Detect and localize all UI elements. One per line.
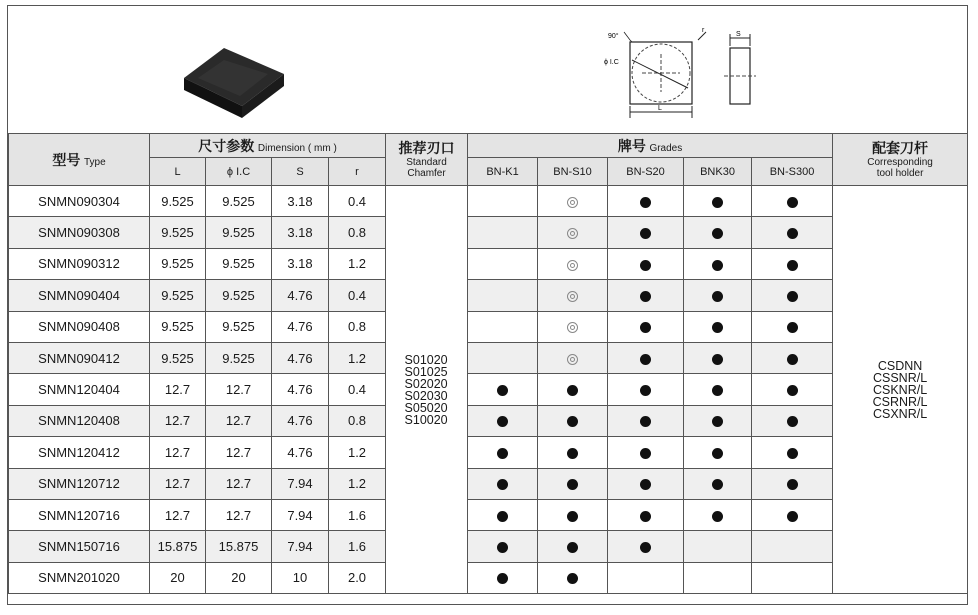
filled-dot-icon bbox=[640, 322, 651, 333]
filled-dot-icon bbox=[567, 479, 578, 490]
filled-dot-icon bbox=[787, 197, 798, 208]
chamfer-header-en: Standard Chamfer bbox=[406, 157, 447, 179]
filled-dot-icon bbox=[640, 354, 651, 365]
table-row bbox=[9, 531, 968, 562]
filled-dot-icon bbox=[567, 416, 578, 427]
type-cell: SNMN120716 bbox=[9, 499, 150, 530]
r-cell: 1.2 bbox=[329, 248, 386, 279]
grade-header: BN-S300 bbox=[752, 158, 833, 186]
filled-dot-icon bbox=[712, 385, 723, 396]
filled-dot-icon bbox=[567, 385, 578, 396]
grade-cell-bn-s10 bbox=[538, 374, 608, 405]
grade-cell-bn-s300 bbox=[752, 562, 833, 593]
grade-cell-bn-s10 bbox=[538, 562, 608, 593]
grade-cell-bnk30 bbox=[684, 248, 752, 279]
grade-cell-bnk30 bbox=[684, 405, 752, 436]
grade-cell-bn-s10 bbox=[538, 437, 608, 468]
s-cell: 3.18 bbox=[272, 217, 329, 248]
s-cell: 10 bbox=[272, 562, 329, 593]
filled-dot-icon bbox=[497, 542, 508, 553]
grade-cell-bn-s20 bbox=[608, 468, 684, 499]
table-row bbox=[9, 342, 968, 373]
type-cell: SNMN120404 bbox=[9, 374, 150, 405]
filled-dot-icon bbox=[787, 416, 798, 427]
s-cell: 4.76 bbox=[272, 280, 329, 311]
table-row bbox=[9, 437, 968, 468]
table-row bbox=[9, 280, 968, 311]
s-cell: 4.76 bbox=[272, 405, 329, 436]
r-cell: 1.2 bbox=[329, 342, 386, 373]
grade-cell-bn-s300 bbox=[752, 499, 833, 530]
grade-cell-bnk30 bbox=[684, 562, 752, 593]
grade-cell-bnk30 bbox=[684, 186, 752, 217]
table-row bbox=[9, 499, 968, 530]
grade-cell-bn-k1 bbox=[468, 186, 538, 217]
filled-dot-icon bbox=[787, 511, 798, 522]
product-header-area bbox=[8, 6, 967, 134]
grade-cell-bn-s300 bbox=[752, 280, 833, 311]
col-s-header: S bbox=[272, 158, 329, 186]
filled-dot-icon bbox=[640, 260, 651, 271]
double-circle-icon bbox=[567, 260, 578, 271]
diagram-r-label: r bbox=[702, 27, 705, 34]
grade-cell-bn-s300 bbox=[752, 217, 833, 248]
grade-cell-bnk30 bbox=[684, 342, 752, 373]
grade-header: BNK30 bbox=[684, 158, 752, 186]
double-circle-icon bbox=[567, 228, 578, 239]
dimension-header-en: Dimension ( mm ) bbox=[257, 142, 337, 154]
filled-dot-icon bbox=[712, 448, 723, 459]
filled-dot-icon bbox=[567, 511, 578, 522]
insert-product-image bbox=[176, 40, 290, 126]
grade-header: BN-S20 bbox=[608, 158, 684, 186]
filled-dot-icon bbox=[640, 291, 651, 302]
grades-header-en: Grades bbox=[649, 142, 683, 154]
type-cell: SNMN090404 bbox=[9, 280, 150, 311]
type-cell: SNMN090408 bbox=[9, 311, 150, 342]
grade-cell-bn-s300 bbox=[752, 374, 833, 405]
filled-dot-icon bbox=[712, 322, 723, 333]
filled-dot-icon bbox=[712, 511, 723, 522]
grade-cell-bn-s20 bbox=[608, 217, 684, 248]
ic-cell: 9.525 bbox=[206, 248, 272, 279]
filled-dot-icon bbox=[497, 385, 508, 396]
grade-cell-bn-k1 bbox=[468, 531, 538, 562]
ic-cell: 12.7 bbox=[206, 499, 272, 530]
l-cell: 9.525 bbox=[150, 186, 206, 217]
grade-header: BN-S10 bbox=[538, 158, 608, 186]
l-cell: 20 bbox=[150, 562, 206, 593]
r-cell: 2.0 bbox=[329, 562, 386, 593]
filled-dot-icon bbox=[640, 416, 651, 427]
l-cell: 9.525 bbox=[150, 217, 206, 248]
filled-dot-icon bbox=[712, 197, 723, 208]
type-cell: SNMN150716 bbox=[9, 531, 150, 562]
s-cell: 4.76 bbox=[272, 342, 329, 373]
s-cell: 7.94 bbox=[272, 499, 329, 530]
spec-table bbox=[8, 133, 968, 594]
s-cell: 7.94 bbox=[272, 468, 329, 499]
diagram-l-label: L bbox=[658, 105, 662, 112]
grade-cell-bn-s20 bbox=[608, 280, 684, 311]
table-row bbox=[9, 374, 968, 405]
filled-dot-icon bbox=[567, 573, 578, 584]
holder-values-cell bbox=[833, 186, 968, 594]
grade-cell-bn-s300 bbox=[752, 468, 833, 499]
col-r-header: r bbox=[329, 158, 386, 186]
grade-cell-bn-s20 bbox=[608, 499, 684, 530]
table-row bbox=[9, 248, 968, 279]
double-circle-icon bbox=[567, 322, 578, 333]
grade-cell-bn-s10 bbox=[538, 499, 608, 530]
grade-cell-bnk30 bbox=[684, 531, 752, 562]
l-cell: 9.525 bbox=[150, 311, 206, 342]
ic-cell: 9.525 bbox=[206, 311, 272, 342]
filled-dot-icon bbox=[640, 448, 651, 459]
type-cell: SNMN201020 bbox=[9, 562, 150, 593]
grade-cell-bn-s10 bbox=[538, 311, 608, 342]
l-cell: 15.875 bbox=[150, 531, 206, 562]
grade-cell-bnk30 bbox=[684, 374, 752, 405]
l-cell: 12.7 bbox=[150, 499, 206, 530]
filled-dot-icon bbox=[640, 479, 651, 490]
type-cell: SNMN120412 bbox=[9, 437, 150, 468]
filled-dot-icon bbox=[567, 542, 578, 553]
filled-dot-icon bbox=[787, 322, 798, 333]
grade-cell-bn-s300 bbox=[752, 531, 833, 562]
r-cell: 0.8 bbox=[329, 217, 386, 248]
double-circle-icon bbox=[567, 354, 578, 365]
l-cell: 9.525 bbox=[150, 280, 206, 311]
l-cell: 12.7 bbox=[150, 468, 206, 499]
grade-cell-bn-s10 bbox=[538, 248, 608, 279]
type-header-cn: 型号 bbox=[52, 151, 81, 168]
diagram-s-label: S bbox=[736, 31, 741, 38]
grade-cell-bn-s300 bbox=[752, 186, 833, 217]
ic-cell: 20 bbox=[206, 562, 272, 593]
grade-cell-bn-s10 bbox=[538, 342, 608, 373]
filled-dot-icon bbox=[787, 385, 798, 396]
grade-cell-bn-s300 bbox=[752, 405, 833, 436]
filled-dot-icon bbox=[712, 228, 723, 239]
table-row bbox=[9, 405, 968, 436]
filled-dot-icon bbox=[712, 291, 723, 302]
l-cell: 9.525 bbox=[150, 248, 206, 279]
grade-cell-bn-k1 bbox=[468, 342, 538, 373]
filled-dot-icon bbox=[640, 228, 651, 239]
grade-cell-bn-k1 bbox=[468, 468, 538, 499]
filled-dot-icon bbox=[712, 479, 723, 490]
filled-dot-icon bbox=[787, 228, 798, 239]
grade-cell-bn-s20 bbox=[608, 531, 684, 562]
type-header bbox=[9, 134, 150, 186]
filled-dot-icon bbox=[787, 448, 798, 459]
grade-cell-bnk30 bbox=[684, 499, 752, 530]
grade-cell-bn-s20 bbox=[608, 248, 684, 279]
col-l-header: L bbox=[150, 158, 206, 186]
filled-dot-icon bbox=[640, 197, 651, 208]
r-cell: 1.6 bbox=[329, 531, 386, 562]
grade-cell-bn-s20 bbox=[608, 342, 684, 373]
diagram-angle-label: 90° bbox=[608, 33, 619, 40]
r-cell: 0.4 bbox=[329, 186, 386, 217]
filled-dot-icon bbox=[712, 260, 723, 271]
ic-cell: 9.525 bbox=[206, 186, 272, 217]
product-table-frame bbox=[7, 5, 968, 605]
l-cell: 12.7 bbox=[150, 437, 206, 468]
l-cell: 12.7 bbox=[150, 374, 206, 405]
grade-cell-bn-k1 bbox=[468, 217, 538, 248]
table-row bbox=[9, 217, 968, 248]
ic-cell: 9.525 bbox=[206, 280, 272, 311]
filled-dot-icon bbox=[497, 573, 508, 584]
filled-dot-icon bbox=[497, 511, 508, 522]
r-cell: 0.8 bbox=[329, 405, 386, 436]
filled-dot-icon bbox=[787, 260, 798, 271]
grade-cell-bn-k1 bbox=[468, 280, 538, 311]
r-cell: 0.4 bbox=[329, 374, 386, 405]
grade-cell-bnk30 bbox=[684, 280, 752, 311]
type-header-en: Type bbox=[83, 156, 106, 168]
grade-cell-bn-s10 bbox=[538, 531, 608, 562]
grade-cell-bn-s20 bbox=[608, 562, 684, 593]
grade-header: BN-K1 bbox=[468, 158, 538, 186]
filled-dot-icon bbox=[640, 385, 651, 396]
grade-cell-bn-s10 bbox=[538, 405, 608, 436]
r-cell: 0.4 bbox=[329, 280, 386, 311]
chamfer-values: S01020 S01025 S02020 S02030 S05020 S10020 bbox=[404, 352, 448, 427]
insert-dimension-diagram bbox=[594, 26, 764, 131]
filled-dot-icon bbox=[712, 416, 723, 427]
filled-dot-icon bbox=[497, 416, 508, 427]
s-cell: 7.94 bbox=[272, 531, 329, 562]
holder-values: CSDNN CSSNR/L CSKNR/L CSRNR/L CSXNR/L bbox=[872, 358, 928, 421]
chamfer-header-cn: 推荐刃口 bbox=[398, 140, 455, 156]
grade-cell-bnk30 bbox=[684, 468, 752, 499]
holder-header bbox=[833, 134, 968, 186]
grade-cell-bn-s300 bbox=[752, 248, 833, 279]
r-cell: 1.2 bbox=[329, 468, 386, 499]
double-circle-icon bbox=[567, 291, 578, 302]
r-cell: 0.8 bbox=[329, 311, 386, 342]
grade-cell-bn-s20 bbox=[608, 186, 684, 217]
grade-cell-bn-s20 bbox=[608, 437, 684, 468]
grade-cell-bn-k1 bbox=[468, 499, 538, 530]
ic-cell: 9.525 bbox=[206, 217, 272, 248]
filled-dot-icon bbox=[640, 542, 651, 553]
r-cell: 1.2 bbox=[329, 437, 386, 468]
s-cell: 4.76 bbox=[272, 311, 329, 342]
type-cell: SNMN090412 bbox=[9, 342, 150, 373]
l-cell: 12.7 bbox=[150, 405, 206, 436]
grade-cell-bnk30 bbox=[684, 311, 752, 342]
ic-cell: 12.7 bbox=[206, 468, 272, 499]
grade-cell-bn-k1 bbox=[468, 311, 538, 342]
filled-dot-icon bbox=[787, 291, 798, 302]
filled-dot-icon bbox=[497, 479, 508, 490]
filled-dot-icon bbox=[567, 448, 578, 459]
filled-dot-icon bbox=[787, 354, 798, 365]
s-cell: 4.76 bbox=[272, 437, 329, 468]
grades-header-cn: 牌号 bbox=[617, 137, 646, 154]
grade-cell-bn-k1 bbox=[468, 562, 538, 593]
filled-dot-icon bbox=[787, 479, 798, 490]
table-row bbox=[9, 468, 968, 499]
grades-header bbox=[468, 134, 833, 158]
holder-header-cn: 配套刀杆 bbox=[872, 140, 929, 156]
filled-dot-icon bbox=[640, 511, 651, 522]
type-cell: SNMN120712 bbox=[9, 468, 150, 499]
grade-cell-bn-s20 bbox=[608, 374, 684, 405]
ic-cell: 12.7 bbox=[206, 405, 272, 436]
s-cell: 4.76 bbox=[272, 374, 329, 405]
chamfer-values-cell bbox=[386, 186, 468, 594]
grade-cell-bn-k1 bbox=[468, 437, 538, 468]
holder-header-en: Corresponding tool holder bbox=[867, 157, 933, 179]
type-cell: SNMN090312 bbox=[9, 248, 150, 279]
spec-table-body bbox=[9, 186, 968, 594]
grade-cell-bn-k1 bbox=[468, 405, 538, 436]
grade-cell-bn-s20 bbox=[608, 405, 684, 436]
ic-cell: 12.7 bbox=[206, 437, 272, 468]
grade-cell-bn-s300 bbox=[752, 342, 833, 373]
l-cell: 9.525 bbox=[150, 342, 206, 373]
grade-cell-bn-s10 bbox=[538, 280, 608, 311]
grade-cell-bnk30 bbox=[684, 437, 752, 468]
dimension-header-cn: 尺寸参数 bbox=[198, 137, 255, 154]
ic-cell: 9.525 bbox=[206, 342, 272, 373]
filled-dot-icon bbox=[712, 354, 723, 365]
ic-cell: 15.875 bbox=[206, 531, 272, 562]
chamfer-header bbox=[386, 134, 468, 186]
table-row bbox=[9, 186, 968, 217]
grade-cell-bn-k1 bbox=[468, 248, 538, 279]
grade-cell-bn-s10 bbox=[538, 217, 608, 248]
grade-cell-bn-s300 bbox=[752, 311, 833, 342]
grade-cell-bn-s10 bbox=[538, 468, 608, 499]
type-cell: SNMN120408 bbox=[9, 405, 150, 436]
grade-cell-bn-s20 bbox=[608, 311, 684, 342]
double-circle-icon bbox=[567, 197, 578, 208]
grade-cell-bn-s300 bbox=[752, 437, 833, 468]
col-ic-header: ϕ I.C bbox=[206, 158, 272, 186]
s-cell: 3.18 bbox=[272, 186, 329, 217]
type-cell: SNMN090308 bbox=[9, 217, 150, 248]
diagram-ic-label: ϕ I.C bbox=[604, 59, 619, 66]
r-cell: 1.6 bbox=[329, 499, 386, 530]
dimension-header bbox=[150, 134, 386, 158]
ic-cell: 12.7 bbox=[206, 374, 272, 405]
grade-cell-bn-s10 bbox=[538, 186, 608, 217]
grade-cell-bnk30 bbox=[684, 217, 752, 248]
s-cell: 3.18 bbox=[272, 248, 329, 279]
table-row bbox=[9, 562, 968, 593]
filled-dot-icon bbox=[497, 448, 508, 459]
table-row bbox=[9, 311, 968, 342]
type-cell: SNMN090304 bbox=[9, 186, 150, 217]
grade-cell-bn-k1 bbox=[468, 374, 538, 405]
